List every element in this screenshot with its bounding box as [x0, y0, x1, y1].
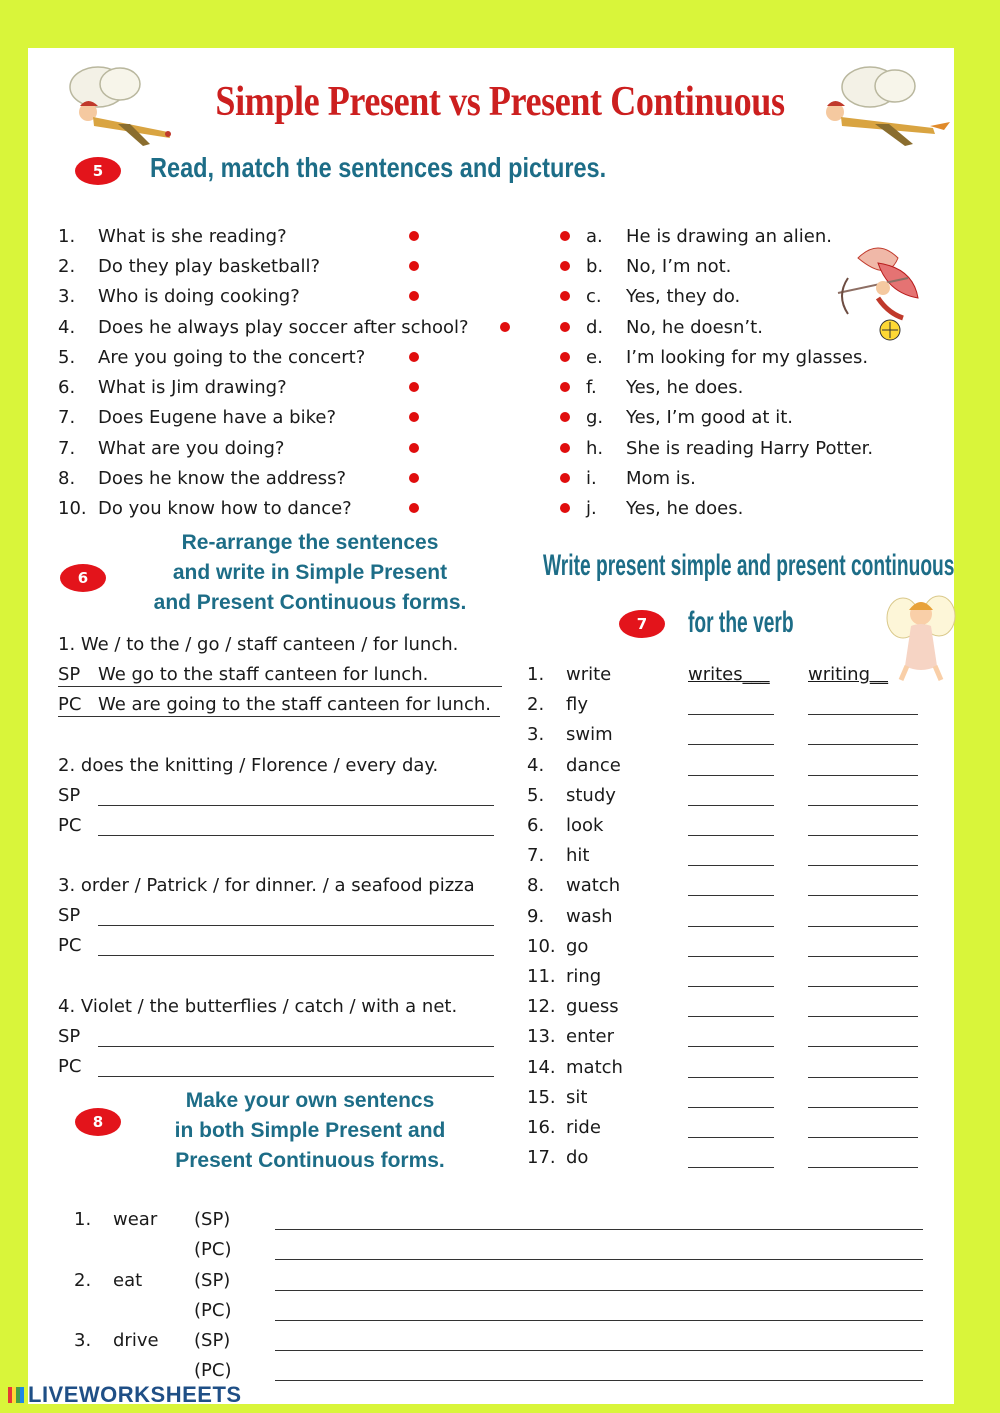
simple-form-blank[interactable]	[688, 895, 774, 896]
section-6-heading-line: and write in Simple Present	[172, 561, 448, 584]
pc-answer-line[interactable]	[98, 955, 494, 956]
sp-label: SP	[58, 785, 81, 806]
verb-word: wash	[566, 905, 613, 927]
simple-form-blank[interactable]	[688, 835, 774, 836]
simple-form-blank[interactable]	[688, 744, 774, 745]
verb-word: match	[566, 1056, 623, 1078]
answer-match-dot[interactable]	[560, 261, 570, 271]
continuous-form-blank[interactable]	[808, 1077, 918, 1078]
verb-number: 8.	[527, 875, 545, 897]
question-text: Does Eugene have a bike?	[98, 407, 337, 428]
simple-form-blank[interactable]	[688, 1137, 774, 1138]
section-7-badge: 7	[619, 610, 665, 638]
question-number: 5.	[58, 347, 76, 368]
pc-answer-line[interactable]	[98, 835, 494, 836]
answer-letter: i.	[586, 468, 597, 489]
continuous-form-blank[interactable]	[808, 835, 918, 836]
answer-text: Yes, I’m good at it.	[626, 407, 793, 428]
continuous-form-blank[interactable]	[808, 895, 918, 896]
question-number: 1.	[58, 226, 76, 247]
continuous-form-blank[interactable]	[808, 1137, 918, 1138]
pc-sentence-line[interactable]	[275, 1380, 923, 1381]
question-text: Who is doing cooking?	[98, 286, 300, 307]
verb-number: 1.	[527, 664, 545, 685]
sp-answer-line[interactable]	[98, 805, 494, 806]
simple-form-blank[interactable]	[688, 714, 774, 715]
question-number: 2.	[58, 256, 76, 277]
sp-sentence-line[interactable]	[275, 1350, 923, 1351]
simple-form: writes___	[688, 664, 770, 685]
simple-form-blank[interactable]	[688, 775, 774, 776]
answer-text: He is drawing an alien.	[626, 226, 832, 247]
continuous-form-blank[interactable]	[808, 986, 918, 987]
angel-fairy-illustration	[885, 590, 957, 685]
answer-letter: b.	[586, 256, 604, 277]
simple-form-blank[interactable]	[688, 1077, 774, 1078]
sp-label: SP	[58, 664, 81, 685]
verb-word: go	[566, 935, 589, 957]
question-match-dot[interactable]	[409, 412, 419, 422]
verb-word: write	[566, 664, 612, 685]
section-6-heading	[110, 528, 510, 618]
answer-letter: c.	[586, 286, 602, 307]
answer-text: I’m looking for my glasses.	[626, 347, 869, 368]
question-match-dot[interactable]	[409, 503, 419, 513]
rearrange-prompt: 4. Violet / the butterflies / catch / with a net.	[58, 996, 458, 1017]
question-match-dot[interactable]	[409, 473, 419, 483]
verb-number: 15.	[527, 1086, 556, 1108]
archer-fairy-illustration	[828, 238, 938, 348]
rearrange-prompt: 1. We / to the / go / staff canteen / for lunch.	[58, 634, 459, 655]
verb-word: ride	[566, 1117, 601, 1138]
logo-icon	[8, 1387, 24, 1403]
verb-number: 11.	[527, 966, 556, 987]
continuous-form-blank[interactable]	[808, 1167, 918, 1168]
worksheet-title: Simple Present vs Present Continuous	[215, 79, 785, 125]
section-8-heading	[120, 1086, 500, 1176]
section-8-heading-line: Make your own sentencs	[185, 1089, 435, 1112]
verb-number: 10.	[527, 935, 556, 957]
verb-number: 14.	[527, 1056, 556, 1078]
sentence-number: 2.	[74, 1269, 92, 1291]
pc-answer: We are going to the staff canteen for lunch.	[98, 694, 491, 715]
section-7-heading-line-2: for the verb	[688, 606, 794, 639]
answer-match-dot[interactable]	[560, 443, 570, 453]
section-6-heading-line: and Present Continuous forms.	[153, 591, 467, 614]
question-match-dot[interactable]	[409, 443, 419, 453]
question-text: What is she reading?	[98, 226, 287, 247]
question-number: 4.	[58, 317, 76, 338]
sp-tag: (SP)	[194, 1269, 231, 1291]
simple-form-blank[interactable]	[688, 926, 774, 927]
verb-word: dance	[566, 754, 621, 776]
verb-number: 12.	[527, 996, 556, 1018]
answer-match-dot[interactable]	[560, 503, 570, 513]
verb-word: study	[566, 784, 616, 806]
answer-letter: d.	[586, 317, 604, 338]
continuous-form-blank[interactable]	[808, 956, 918, 957]
sp-label: SP	[58, 1026, 81, 1047]
question-match-dot[interactable]	[409, 261, 419, 271]
verb-number: 6.	[527, 815, 545, 836]
rearrange-prompt: 2. does the knitting / Florence / every day.	[58, 755, 439, 776]
sp-tag: (SP)	[194, 1209, 231, 1230]
section-5-badge: 5	[75, 157, 121, 185]
question-number: 7.	[58, 407, 76, 428]
question-text: Are you going to the concert?	[98, 347, 366, 368]
sentence-number: 3.	[74, 1330, 92, 1351]
answer-letter: a.	[586, 226, 603, 247]
verb-number: 13.	[527, 1026, 556, 1048]
question-match-dot[interactable]	[409, 291, 419, 301]
question-number: 10.	[58, 498, 87, 519]
answer-text: Yes, he does.	[626, 377, 744, 398]
answer-letter: e.	[586, 347, 603, 368]
question-number: 7.	[58, 438, 76, 459]
verb-word: do	[566, 1147, 589, 1169]
verb-number: 9.	[527, 905, 545, 927]
sp-answer-line[interactable]	[98, 925, 494, 926]
answer-letter: j.	[586, 498, 597, 519]
verb-word: ring	[566, 966, 602, 987]
logo-text: LIVEWORKSHEETS	[28, 1382, 242, 1407]
continuous-form: writing__	[808, 664, 889, 685]
question-match-dot[interactable]	[409, 352, 419, 362]
pc-label: PC	[58, 815, 82, 836]
continuous-form-blank[interactable]	[808, 805, 918, 806]
sp-label: SP	[58, 905, 81, 926]
answer-text: No, he doesn’t.	[626, 317, 763, 338]
verb-word: fly	[566, 694, 588, 716]
verb-word: swim	[566, 724, 613, 746]
pc-sentence-line[interactable]	[275, 1320, 923, 1321]
verb-word: guess	[566, 996, 619, 1018]
verb-word: hit	[566, 845, 590, 867]
verb-word: look	[566, 815, 604, 836]
pc-sentence-line[interactable]	[275, 1259, 923, 1260]
sentence-verb: wear	[113, 1209, 158, 1230]
sentence-number: 1.	[74, 1209, 92, 1230]
simple-form-blank[interactable]	[688, 1046, 774, 1047]
verb-number: 5.	[527, 784, 545, 806]
section-6-heading-line: Re-arrange the sentences	[181, 531, 439, 554]
answer-letter: f.	[586, 377, 597, 398]
continuous-form-blank[interactable]	[808, 1107, 918, 1108]
rearrange-prompt: 3. order / Patrick / for dinner. / a seafood pizza	[58, 875, 475, 896]
continuous-form-blank[interactable]	[808, 744, 918, 745]
pc-tag: (PC)	[194, 1360, 232, 1381]
pc-label: PC	[58, 694, 82, 715]
question-match-dot[interactable]	[409, 382, 419, 392]
question-number: 6.	[58, 377, 76, 398]
question-text: What is Jim drawing?	[98, 377, 287, 398]
sp-underline	[58, 686, 502, 687]
question-text: What are you doing?	[98, 438, 285, 459]
verb-number: 16.	[527, 1117, 556, 1138]
answer-match-dot[interactable]	[560, 412, 570, 422]
answer-text: No, I’m not.	[626, 256, 732, 277]
answer-letter: g.	[586, 407, 604, 428]
question-match-dot[interactable]	[409, 231, 419, 241]
continuous-form-blank[interactable]	[808, 1016, 918, 1017]
answer-text: Mom is.	[626, 468, 696, 489]
simple-form-blank[interactable]	[688, 1107, 774, 1108]
simple-form-blank[interactable]	[688, 1016, 774, 1017]
answer-match-dot[interactable]	[560, 352, 570, 362]
liveworksheets-logo	[8, 1382, 242, 1408]
answer-text: Yes, they do.	[626, 286, 741, 307]
section-7-heading-line-1: Write present simple and present continuous	[543, 549, 955, 582]
verb-number: 7.	[527, 845, 545, 867]
continuous-form-blank[interactable]	[808, 714, 918, 715]
section-5-heading: Read, match the sentences and pictures.	[150, 152, 607, 183]
pc-underline	[58, 716, 500, 717]
question-text: Do they play basketball?	[98, 256, 321, 277]
answer-text: Yes, he does.	[626, 498, 744, 519]
continuous-form-blank[interactable]	[808, 865, 918, 866]
question-text: Does he always play soccer after school?	[98, 317, 469, 338]
sp-tag: (SP)	[194, 1330, 231, 1351]
answer-match-dot[interactable]	[560, 231, 570, 241]
sp-answer: We go to the staff canteen for lunch.	[98, 664, 429, 685]
verb-word: sit	[566, 1086, 588, 1108]
pc-tag: (PC)	[194, 1299, 232, 1321]
answer-match-dot[interactable]	[560, 322, 570, 332]
sp-answer-line[interactable]	[98, 1046, 494, 1047]
simple-form-blank[interactable]	[688, 956, 774, 957]
answer-match-dot[interactable]	[560, 291, 570, 301]
pc-tag: (PC)	[194, 1239, 232, 1260]
answer-match-dot[interactable]	[560, 382, 570, 392]
sp-sentence-line[interactable]	[275, 1229, 923, 1230]
question-text: Do you know how to dance?	[98, 498, 352, 519]
question-number: 3.	[58, 286, 76, 307]
worksheet-page	[28, 48, 954, 1404]
answer-match-dot[interactable]	[560, 473, 570, 483]
simple-form-blank[interactable]	[688, 986, 774, 987]
question-match-dot[interactable]	[500, 322, 510, 332]
section-8-badge: 8	[75, 1108, 121, 1136]
continuous-form-blank[interactable]	[808, 926, 918, 927]
verb-word: watch	[566, 875, 621, 897]
section-8-heading-line: in both Simple Present and	[174, 1119, 446, 1142]
sentence-verb: eat	[113, 1269, 143, 1291]
sentence-verb: drive	[113, 1330, 159, 1351]
continuous-form-blank[interactable]	[808, 1046, 918, 1047]
pc-answer-line[interactable]	[98, 1076, 494, 1077]
pc-label: PC	[58, 935, 82, 956]
verb-number: 4.	[527, 754, 545, 776]
verb-number: 17.	[527, 1147, 556, 1169]
section-8-heading-line: Present Continuous forms.	[175, 1149, 445, 1172]
question-number: 8.	[58, 468, 76, 489]
simple-form-blank[interactable]	[688, 1167, 774, 1168]
simple-form-blank[interactable]	[688, 805, 774, 806]
continuous-form-blank[interactable]	[808, 775, 918, 776]
verb-number: 3.	[527, 724, 545, 746]
question-text: Does he know the address?	[98, 468, 347, 489]
answer-letter: h.	[586, 438, 604, 459]
answer-text: She is reading Harry Potter.	[626, 438, 874, 459]
simple-form-blank[interactable]	[688, 865, 774, 866]
section-6-badge: 6	[60, 564, 106, 592]
verb-word: enter	[566, 1026, 615, 1048]
verb-number: 2.	[527, 694, 545, 716]
pc-label: PC	[58, 1056, 82, 1077]
sp-sentence-line[interactable]	[275, 1290, 923, 1291]
